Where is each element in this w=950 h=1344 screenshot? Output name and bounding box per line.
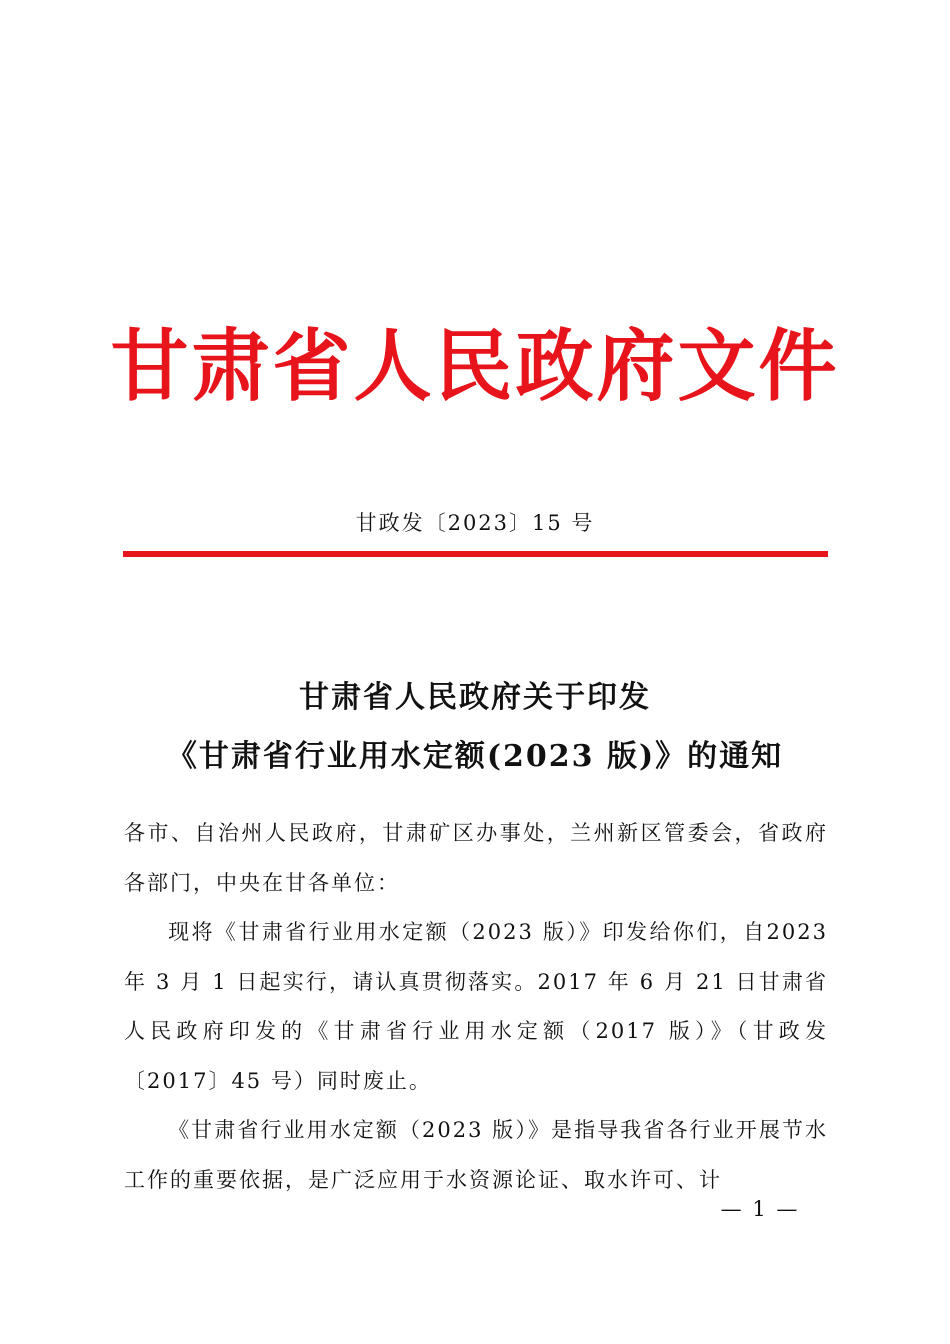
masthead-title: 甘肃省人民政府文件	[110, 321, 840, 412]
document-number: 甘政发〔2023〕15 号	[355, 511, 595, 535]
notice-body	[124, 809, 828, 1205]
page-number: — 1 —	[720, 1197, 800, 1221]
salutation: 各市、自治州人民政府，甘肃矿区办事处，兰州新区管委会，省政府各部门，中央在甘各单位：	[124, 821, 828, 895]
notice-title-line-2: 《甘肃省行业用水定额(2023 版)》的通知	[166, 739, 784, 774]
notice-title-line-1: 甘肃省人民政府关于印发	[299, 680, 651, 715]
red-divider-rule	[123, 551, 828, 557]
body-paragraph-2: 《甘肃省行业用水定额（2023 版）》是指导我省各行业开展节水工作的重要依据，是广泛应用于水资源论证、取水许可、计	[124, 1118, 828, 1192]
body-paragraph-1: 现将《甘肃省行业用水定额（2023 版）》印发给你们，自2023 年 3 月 1 日起实行，请认真贯彻落实。2017 年 6 月 21 日甘肃省人民政府印发的《甘肃省行业用水定额（2017 版）》（甘政发〔2017〕45 号）同时废止。	[124, 920, 828, 1093]
